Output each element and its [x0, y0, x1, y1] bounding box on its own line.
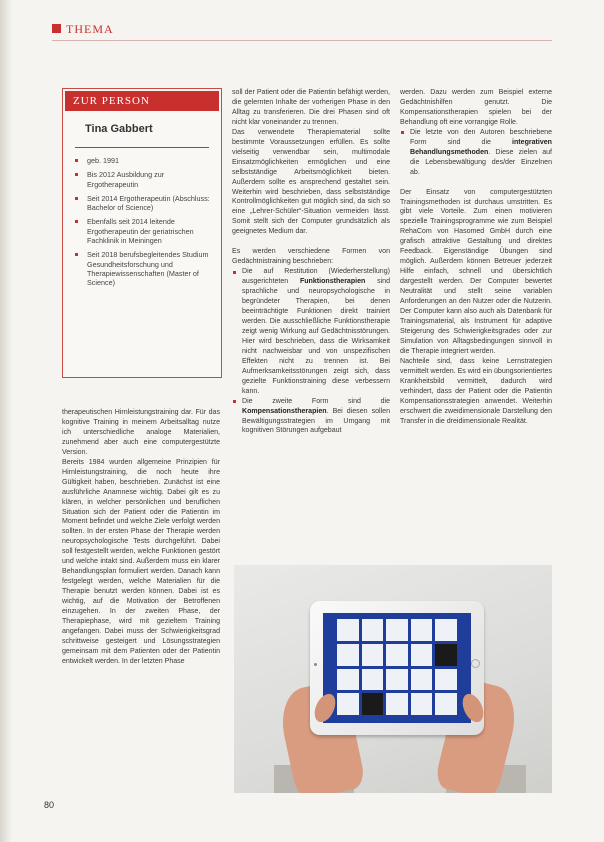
grid-cell-highlighted — [435, 644, 457, 666]
bullet-icon — [75, 253, 78, 256]
paragraph: therapeutischen Hirnleistungstraining dar. Für das kognitive Training in meinem Arbeitsalltag nutze ich unterschiedliche analoge Materialien, zunehmend aber auch eine computergestützte Version. — [62, 409, 220, 456]
header-rule — [52, 40, 552, 41]
list-item: Die auf Restitution (Wiederherstellung) ausgerichteten Funktionstherapien sind sprachliche und neuropsychologische in begründeter Therapien, bei denen beeinträchtigte Funktionen direkt trainiert werden. Die ausschließliche Funktionstherapie zeigt wenig Wirkung auf Gedächtnisstörungen. Hier wird beschrieben, dass die Wirksamkeit nicht nachweisbar und von unspezifischen Effekten nicht zu trennen ist. Bei Aufmerksamkeitsstörungen zeigt sich, dass gezielte Funktionstraining diese verbessern kann. — [232, 267, 390, 396]
grid-cell — [362, 669, 384, 691]
grid-cell — [337, 644, 359, 666]
person-facts-list — [63, 156, 221, 288]
grid-cell — [362, 619, 384, 641]
tablet-photo — [234, 565, 552, 793]
bullet-icon — [75, 173, 78, 176]
grid-cell — [337, 619, 359, 641]
grid-cell — [386, 669, 408, 691]
tablet-device — [310, 601, 484, 735]
grid-cell — [362, 644, 384, 666]
person-name: Tina Gabbert — [85, 123, 153, 135]
grid-cell — [337, 669, 359, 691]
grid-cell — [386, 693, 408, 715]
section-marker — [52, 24, 61, 33]
paragraph: werden. Dazu werden zum Beispiel externe Gedächtnishilfen genutzt. Die Kompensationstherapien spielen bei der Behandlung oft eine vorrangige Rolle. — [400, 89, 552, 126]
bullet-icon — [233, 400, 236, 403]
camera-icon — [314, 663, 317, 666]
grid-cell — [435, 669, 457, 691]
list-item: Seit 2014 Ergotherapeutin (Abschluss: Bachelor of Science) — [75, 194, 213, 213]
grid-cell — [411, 644, 433, 666]
home-button-icon — [471, 659, 480, 668]
grid-cell — [386, 644, 408, 666]
therapy-forms-list — [232, 267, 390, 436]
grid-cell — [435, 693, 457, 715]
list-item: Die zweite Form sind die Kompensationstherapien. Bei diesen sollen Bewältigungsstrategien im Umgang mit kognitiven Störungen aufgebaut — [232, 397, 390, 437]
list-item: Ebenfalls seit 2014 leitende Ergotherapeutin der geriatrischen Fachklinik in Meiningen — [75, 217, 213, 245]
list-item: Seit 2018 berufsbegleitendes Studium Gesundheitsforschung und Therapiewissenschaften (Master of Science) — [75, 250, 213, 287]
paragraph: Der Einsatz von computergestützten Trainingsmethoden ist durchaus umstritten. Es gibt viele Vorteile. Zum einen motivieren spezielle Trainingsprogramme wie zum Beispiel RehaCom von Hasomed GmbH durch eine grafisch attraktive Gestaltung und direktes Feedback. Eigenständige Übungen sind möglich. Außerdem können Betreuer jederzeit Hilfe einfach, schnell und übersichtlich dargestellt werden. Der Computer bewertet Neutralität und stellt seine variablen Anforderungen an den Nutzer oder die Nutzerin. Der Computer kann also auch als Datenbank für Trainingsmaterial, als Instrument für adaptive Steigerung des Schwierigkeitsgrades oder zur Simulation von Alltagsbedingungen sinnvoll in die Therapie integriert werden. — [400, 188, 552, 355]
bullet-icon — [75, 159, 78, 162]
page-number: 80 — [44, 800, 55, 810]
text-column-1 — [62, 408, 220, 667]
bullet-icon — [75, 197, 78, 200]
tablet-screen — [323, 613, 471, 723]
bullet-icon — [75, 220, 78, 223]
person-box-heading: ZUR PERSON — [65, 91, 219, 111]
paragraph: Es werden verschiedene Formen von Gedächtnistraining beschrieben: — [232, 248, 390, 266]
text-column-3 — [400, 88, 552, 426]
therapy-forms-list-cont — [400, 128, 552, 178]
paragraph: Bereits 1984 wurden allgemeine Prinzipien für Hirnleistungstraining, die noch heute ihre Gültigkeit haben, beschrieben. Zunächst ist eine ausführliche Anamnese wichtig. Dabei gilt es zu klären, in welcher persönlichen und beruflichen Situation sich der Patient oder die Patientin im Moment befindet und welche Ziele verfolgt werden sollten. In der ersten Phase der Therapie werden neuropsychologische Tests durchgeführt. Dabei soll festgestellt werden, welche Funktionen gestört und welche intakt sind. Außerdem muss ein klarer Behandlungsplan formuliert werden. Danach kann festgelegt werden, welche Materialien für die Therapie benutzt werden können. Dabei ist es wichtig, auf die Motivation der Betroffenen einzugehen. In der zweiten Phase, der Therapiephase, wird mit gezieltem Training angefangen. Dabei muss der Schwierigkeitsgrad schrittweise gesteigert und Lösungsstrategien gemeinsam mit dem Patienten oder der Patientin entwickelt werden. In der letzten Phase — [62, 458, 220, 665]
paragraph: Das verwendete Therapiematerial sollte bestimmte Voraussetzungen erfüllen. Es sollte vielseitig verwendbar sein, multimodale Einsatzmöglichkeiten ermöglichen und eine selbstständige Arbeitsmöglichkeit bieten. Außerdem sollte es ansprechend gestaltet sein. Weiterhin wird beschrieben, dass selbstständige Kontrollmöglichkeiten gut möglich sind, da sich so eine „Lehrer-Schüler“-Situation vermeiden lässt. Somit stellt sich der Computer grundsätzlich als geeignetes Medium dar. — [232, 128, 390, 236]
term-functional-therapies: Funktionstherapien — [299, 278, 366, 286]
grid-cell — [435, 619, 457, 641]
memory-grid — [337, 619, 457, 715]
grid-cell — [411, 693, 433, 715]
section-label: THEMA — [66, 22, 114, 36]
grid-cell-highlighted — [362, 693, 384, 715]
person-box-rule — [75, 147, 209, 148]
text-column-2 — [232, 88, 390, 436]
list-item: geb. 1991 — [75, 156, 213, 165]
grid-cell — [386, 619, 408, 641]
list-item: Bis 2012 Ausbildung zur Ergotherapeutin — [75, 170, 213, 189]
paragraph: soll der Patient oder die Patientin befähigt werden, die gelernten Inhalte der vorherigen Phase in den Alltag zu transferieren. Die drei Phasen sind oft nicht klar voneinander zu trennen. — [232, 89, 390, 126]
page-edge — [0, 0, 12, 842]
paragraph: Nachteile sind, dass keine Lernstrategien vermittelt werden. Es wird ein übungsorientiertes Krankheitsbild vermittelt, dadurch wird verhindert, dass der Patient oder die Patientin Kompensationsstrategien anwendet. Weiterhin erschwert die zweidimensionale Darstellung den Transfer in die dreidimensionale Realität. — [400, 357, 552, 425]
grid-cell — [411, 619, 433, 641]
person-box — [62, 88, 222, 378]
grid-cell — [411, 669, 433, 691]
bullet-icon — [401, 131, 404, 134]
bullet-icon — [233, 271, 236, 274]
list-item: Die letzte von den Autoren beschriebene Form sind die integrativen Behandlungsmethoden. Diese zielen auf die Lebensbewältigung des/der Einzelnen ab. — [400, 128, 552, 178]
term-integrative-methods: integrativen Behandlungsmethoden — [410, 138, 552, 156]
term-compensation-therapies: Kompensationstherapien — [242, 407, 327, 415]
grid-cell — [337, 693, 359, 715]
